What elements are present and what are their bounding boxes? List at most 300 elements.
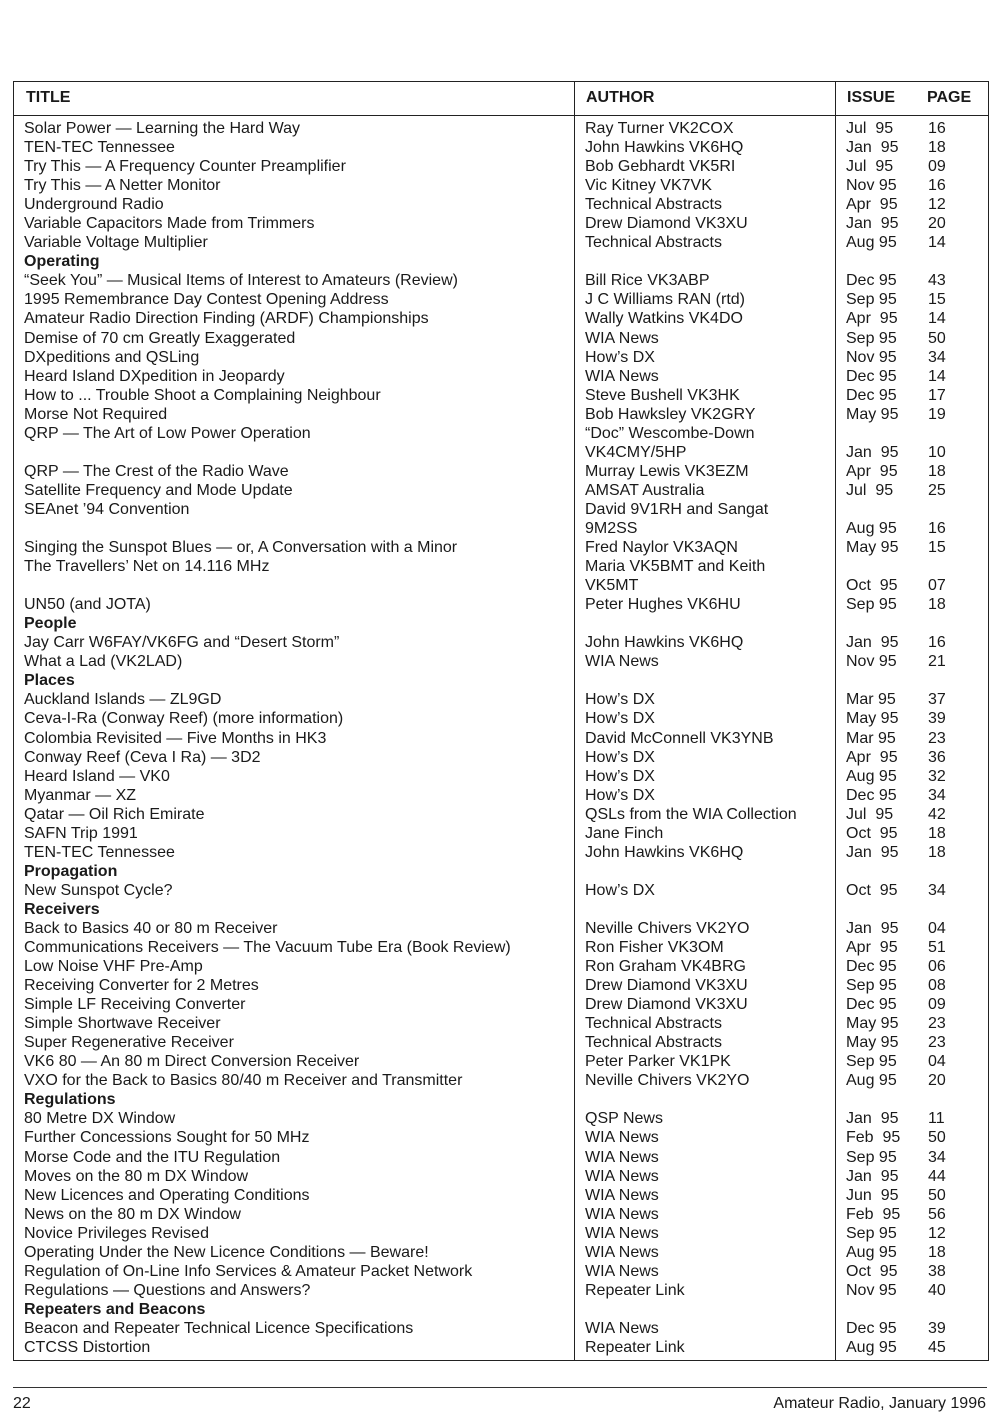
title-cell: 80 Metre DX Window bbox=[24, 1110, 176, 1128]
author-cell: Fred Naylor VK3AQN bbox=[585, 539, 738, 557]
title-cell: Conway Reef (Ceva I Ra) — 3D2 bbox=[24, 748, 261, 766]
author-cell: WIA News bbox=[585, 1167, 659, 1185]
title-cell: UN50 (and JOTA) bbox=[24, 596, 151, 614]
table-row bbox=[14, 481, 988, 500]
title-cell: Receiving Converter for 2 Metres bbox=[24, 977, 259, 995]
issue-cell: Apr 95 bbox=[846, 939, 898, 957]
table-row bbox=[14, 957, 988, 976]
author-cell: John Hawkins VK6HQ bbox=[585, 139, 744, 157]
section-heading bbox=[14, 1300, 988, 1319]
issue-cell: Jan 95 bbox=[846, 443, 899, 461]
author-cell: WIA News bbox=[585, 1224, 659, 1242]
author-cell: J C Williams RAN (rtd) bbox=[585, 291, 745, 309]
author-cell: WIA News bbox=[585, 653, 659, 671]
issue-cell: Dec 95 bbox=[846, 272, 897, 290]
author-cell: David 9V1RH and Sangat bbox=[585, 500, 769, 518]
author-cell: Peter Hughes VK6HU bbox=[585, 596, 741, 614]
table-row bbox=[14, 424, 988, 443]
page-cell: 43 bbox=[928, 272, 946, 290]
title-cell: Heard Island DXpedition in Jeopardy bbox=[24, 367, 285, 385]
table-row bbox=[14, 329, 988, 348]
footer-rule bbox=[13, 1387, 987, 1388]
title-cell: 1995 Remembrance Day Contest Opening Address bbox=[24, 291, 389, 309]
table-row bbox=[14, 748, 988, 767]
page-cell: 18 bbox=[928, 139, 946, 157]
issue-cell: Oct 95 bbox=[846, 1262, 898, 1280]
issue-cell: Dec 95 bbox=[846, 386, 897, 404]
issue-cell: Sep 95 bbox=[846, 1148, 897, 1166]
table-row bbox=[14, 462, 988, 481]
section-heading bbox=[14, 614, 988, 633]
page-cell: 04 bbox=[928, 919, 946, 937]
title-cell: Morse Code and the ITU Regulation bbox=[24, 1148, 281, 1166]
page-cell: 09 bbox=[928, 996, 946, 1014]
author-cell: How’s DX bbox=[585, 748, 655, 766]
issue-cell: Aug 95 bbox=[846, 234, 897, 252]
author-cell: Maria VK5BMT and Keith bbox=[585, 558, 766, 576]
author-cell: 9M2SS bbox=[585, 519, 638, 537]
title-cell: Demise of 70 cm Greatly Exaggerated bbox=[24, 329, 296, 347]
header-page: PAGE bbox=[927, 89, 972, 106]
page-cell: 10 bbox=[928, 443, 946, 461]
page-cell: 19 bbox=[928, 405, 946, 423]
title-cell: Myanmar — XZ bbox=[24, 786, 137, 804]
title-cell: Auckland Islands — ZL9GD bbox=[24, 691, 222, 709]
title-cell: Try This — A Frequency Counter Preamplifier bbox=[24, 158, 346, 176]
title-cell: Novice Privileges Revised bbox=[24, 1224, 209, 1242]
title-cell: Operating bbox=[24, 253, 100, 271]
page-cell: 36 bbox=[928, 748, 946, 766]
page-cell: 34 bbox=[928, 1148, 946, 1166]
table-row bbox=[14, 1243, 988, 1262]
page-cell: 18 bbox=[928, 1243, 946, 1261]
issue-cell: May 95 bbox=[846, 1015, 899, 1033]
title-cell: Try This — A Netter Monitor bbox=[24, 177, 221, 195]
title-cell: Operating Under the New Licence Conditions — Beware! bbox=[24, 1243, 429, 1261]
table-row bbox=[14, 995, 988, 1014]
author-cell: How’s DX bbox=[585, 786, 655, 804]
table-row bbox=[14, 271, 988, 290]
issue-cell: Dec 95 bbox=[846, 1319, 897, 1337]
author-cell: Steve Bushell VK3HK bbox=[585, 386, 740, 404]
issue-cell: Feb 95 bbox=[846, 1205, 901, 1223]
page-cell: 12 bbox=[928, 1224, 946, 1242]
table-body bbox=[14, 119, 988, 1357]
table-row bbox=[14, 348, 988, 367]
author-cell: WIA News bbox=[585, 1262, 659, 1280]
page-cell: 18 bbox=[928, 462, 946, 480]
issue-cell: May 95 bbox=[846, 1034, 899, 1052]
title-cell: Receivers bbox=[24, 900, 100, 918]
issue-cell: Nov 95 bbox=[846, 1281, 897, 1299]
page-cell: 16 bbox=[928, 519, 946, 537]
issue-cell: Jun 95 bbox=[846, 1186, 899, 1204]
title-cell: How to ... Trouble Shoot a Complaining Neighbour bbox=[24, 386, 381, 404]
issue-cell: Mar 95 bbox=[846, 729, 896, 747]
title-cell: “Seek You” — Musical Items of Interest to Amateurs (Review) bbox=[24, 272, 458, 290]
author-cell: How’s DX bbox=[585, 881, 655, 899]
issue-cell: Jul 95 bbox=[846, 120, 894, 137]
author-cell: Bob Hawksley VK2GRY bbox=[585, 405, 756, 423]
issue-cell: Sep 95 bbox=[846, 1224, 897, 1242]
author-cell: WIA News bbox=[585, 1186, 659, 1204]
title-cell: People bbox=[24, 615, 77, 633]
issue-cell: Oct 95 bbox=[846, 824, 898, 842]
issue-cell: Aug 95 bbox=[846, 1243, 897, 1261]
issue-cell: Dec 95 bbox=[846, 367, 897, 385]
issue-cell: Nov 95 bbox=[846, 348, 897, 366]
issue-cell: Oct 95 bbox=[846, 881, 898, 899]
issue-cell: Feb 95 bbox=[846, 1129, 901, 1147]
title-cell: Variable Voltage Multiplier bbox=[24, 234, 208, 252]
title-cell: Simple LF Receiving Converter bbox=[24, 996, 246, 1014]
author-cell: Repeater Link bbox=[585, 1281, 685, 1299]
title-cell: Repeaters and Beacons bbox=[24, 1300, 206, 1318]
section-heading bbox=[14, 1090, 988, 1109]
title-cell: TEN-TEC Tennessee bbox=[24, 843, 175, 861]
page-cell: 23 bbox=[928, 1034, 946, 1052]
title-cell: Moves on the 80 m DX Window bbox=[24, 1167, 249, 1185]
issue-cell: Aug 95 bbox=[846, 1072, 897, 1090]
title-cell: SAFN Trip 1991 bbox=[24, 824, 138, 842]
page-cell: 25 bbox=[928, 481, 946, 499]
issue-cell: Aug 95 bbox=[846, 1339, 897, 1356]
page-cell: 21 bbox=[928, 653, 946, 671]
table-row bbox=[14, 938, 988, 957]
table-row bbox=[14, 443, 988, 462]
title-cell: Solar Power — Learning the Hard Way bbox=[24, 120, 300, 137]
issue-cell: Jul 95 bbox=[846, 481, 894, 499]
table-row bbox=[14, 1319, 988, 1338]
issue-cell: Apr 95 bbox=[846, 748, 898, 766]
issue-cell: May 95 bbox=[846, 710, 899, 728]
table-row bbox=[14, 157, 988, 176]
author-cell: Technical Abstracts bbox=[585, 234, 722, 252]
page-cell: 23 bbox=[928, 729, 946, 747]
author-cell: WIA News bbox=[585, 1319, 659, 1337]
header-author: AUTHOR bbox=[586, 89, 655, 106]
section-heading bbox=[14, 862, 988, 881]
author-cell: VK5MT bbox=[585, 577, 639, 595]
title-cell: What a Lad (VK2LAD) bbox=[24, 653, 183, 671]
author-cell: WIA News bbox=[585, 1205, 659, 1223]
issue-cell: Apr 95 bbox=[846, 310, 898, 328]
page-cell: 15 bbox=[928, 539, 946, 557]
issue-cell: Dec 95 bbox=[846, 786, 897, 804]
table-row bbox=[14, 1052, 988, 1071]
table-row bbox=[14, 576, 988, 595]
page-cell: 34 bbox=[928, 786, 946, 804]
author-cell: How’s DX bbox=[585, 691, 655, 709]
table-row bbox=[14, 767, 988, 786]
author-cell: Wally Watkins VK4DO bbox=[585, 310, 743, 328]
table-row bbox=[14, 690, 988, 709]
author-cell: WIA News bbox=[585, 367, 659, 385]
page-cell: 34 bbox=[928, 348, 946, 366]
table-row bbox=[14, 1224, 988, 1243]
table-row bbox=[14, 290, 988, 309]
issue-cell: Jul 95 bbox=[846, 158, 894, 176]
page-cell: 56 bbox=[928, 1205, 946, 1223]
title-cell: Low Noise VHF Pre-Amp bbox=[24, 958, 203, 976]
title-cell: Variable Capacitors Made from Trimmers bbox=[24, 215, 315, 233]
table-row bbox=[14, 843, 988, 862]
table-row bbox=[14, 786, 988, 805]
author-cell: VK4CMY/5HP bbox=[585, 443, 687, 461]
table-row bbox=[14, 652, 988, 671]
page-cell: 18 bbox=[928, 824, 946, 842]
issue-cell: Sep 95 bbox=[846, 329, 897, 347]
table-row bbox=[14, 1262, 988, 1281]
page-cell: 50 bbox=[928, 329, 946, 347]
table-row bbox=[14, 195, 988, 214]
author-cell: Ron Graham VK4BRG bbox=[585, 958, 746, 976]
title-cell: Ceva-I-Ra (Conway Reef) (more information) bbox=[24, 710, 344, 728]
author-cell: Technical Abstracts bbox=[585, 1034, 722, 1052]
page-cell: 51 bbox=[928, 939, 946, 957]
issue-cell: Aug 95 bbox=[846, 519, 897, 537]
title-cell: New Sunspot Cycle? bbox=[24, 881, 173, 899]
author-cell: WIA News bbox=[585, 1148, 659, 1166]
publication-line: Amateur Radio, January 1996 bbox=[773, 1395, 986, 1412]
author-cell: Bill Rice VK3ABP bbox=[585, 272, 710, 290]
page-cell: 17 bbox=[928, 386, 946, 404]
page-cell: 08 bbox=[928, 977, 946, 995]
issue-cell: Jul 95 bbox=[846, 805, 894, 823]
issue-cell: Mar 95 bbox=[846, 691, 896, 709]
author-cell: How’s DX bbox=[585, 767, 655, 785]
issue-cell: Nov 95 bbox=[846, 177, 897, 195]
table-row bbox=[14, 1148, 988, 1167]
author-cell: Peter Parker VK1PK bbox=[585, 1053, 731, 1071]
author-cell: Neville Chivers VK2YO bbox=[585, 1072, 750, 1090]
table-row bbox=[14, 309, 988, 328]
table-row bbox=[14, 595, 988, 614]
issue-cell: May 95 bbox=[846, 539, 899, 557]
title-cell: Heard Island — VK0 bbox=[24, 767, 170, 785]
title-cell: Morse Not Required bbox=[24, 405, 168, 423]
table-row bbox=[14, 214, 988, 233]
author-cell: How’s DX bbox=[585, 710, 655, 728]
author-cell: Drew Diamond VK3XU bbox=[585, 996, 748, 1014]
author-cell: Drew Diamond VK3XU bbox=[585, 977, 748, 995]
page-cell: 42 bbox=[928, 805, 946, 823]
title-cell: SEAnet ’94 Convention bbox=[24, 500, 190, 518]
page-cell: 16 bbox=[928, 177, 946, 195]
page-cell: 15 bbox=[928, 291, 946, 309]
author-cell: “Doc” Wescombe-Down bbox=[585, 424, 755, 442]
page-cell: 04 bbox=[928, 1053, 946, 1071]
table-row bbox=[14, 805, 988, 824]
table-row bbox=[14, 1014, 988, 1033]
title-cell: Communications Receivers — The Vacuum Tube Era (Book Review) bbox=[24, 939, 511, 957]
page-number: 22 bbox=[13, 1395, 31, 1412]
author-cell: QSP News bbox=[585, 1110, 663, 1128]
table-row bbox=[14, 1071, 988, 1090]
author-cell: Jane Finch bbox=[585, 824, 664, 842]
table-row bbox=[14, 709, 988, 728]
title-cell: Colombia Revisited — Five Months in HK3 bbox=[24, 729, 327, 747]
table-row bbox=[14, 1281, 988, 1300]
author-cell: Ron Fisher VK3OM bbox=[585, 939, 724, 957]
issue-cell: Jan 95 bbox=[846, 1167, 899, 1185]
table-row bbox=[14, 729, 988, 748]
title-cell: New Licences and Operating Conditions bbox=[24, 1186, 310, 1204]
table-row bbox=[14, 976, 988, 995]
title-cell: CTCSS Distortion bbox=[24, 1339, 151, 1356]
title-cell: Singing the Sunspot Blues — or, A Conversation with a Minor bbox=[24, 539, 458, 557]
page-cell: 50 bbox=[928, 1186, 946, 1204]
table-row bbox=[14, 1338, 988, 1357]
table-row bbox=[14, 919, 988, 938]
page-cell: 44 bbox=[928, 1167, 946, 1185]
title-cell: News on the 80 m DX Window bbox=[24, 1205, 241, 1223]
page-cell: 14 bbox=[928, 367, 946, 385]
section-heading bbox=[14, 900, 988, 919]
table-row bbox=[14, 519, 988, 538]
table-row bbox=[14, 557, 988, 576]
table-row bbox=[14, 386, 988, 405]
author-cell: Vic Kitney VK7VK bbox=[585, 177, 712, 195]
author-cell: Ray Turner VK2COX bbox=[585, 120, 734, 137]
page-cell: 20 bbox=[928, 1072, 946, 1090]
index-table bbox=[13, 81, 989, 1361]
author-cell: Murray Lewis VK3EZM bbox=[585, 462, 749, 480]
issue-cell: Sep 95 bbox=[846, 291, 897, 309]
title-cell: Further Concessions Sought for 50 MHz bbox=[24, 1129, 310, 1147]
title-cell: Amateur Radio Direction Finding (ARDF) Championships bbox=[24, 310, 429, 328]
page-cell: 20 bbox=[928, 215, 946, 233]
issue-cell: Sep 95 bbox=[846, 1053, 897, 1071]
title-cell: Places bbox=[24, 672, 75, 690]
title-cell: Back to Basics 40 or 80 m Receiver bbox=[24, 919, 278, 937]
page-cell: 18 bbox=[928, 843, 946, 861]
title-cell: QRP — The Crest of the Radio Wave bbox=[24, 462, 289, 480]
title-cell: Regulation of On-Line Info Services & Amateur Packet Network bbox=[24, 1262, 473, 1280]
author-cell: Technical Abstracts bbox=[585, 1015, 722, 1033]
issue-cell: Dec 95 bbox=[846, 958, 897, 976]
table-row bbox=[14, 1205, 988, 1224]
table-row bbox=[14, 1128, 988, 1147]
issue-cell: Jan 95 bbox=[846, 919, 899, 937]
table-row bbox=[14, 138, 988, 157]
title-cell: VK6 80 — An 80 m Direct Conversion Receiver bbox=[24, 1053, 360, 1071]
page-cell: 07 bbox=[928, 577, 946, 595]
table-row bbox=[14, 119, 988, 138]
issue-cell: Jan 95 bbox=[846, 139, 899, 157]
table-row bbox=[14, 500, 988, 519]
table-row bbox=[14, 405, 988, 424]
page-cell: 39 bbox=[928, 710, 946, 728]
issue-cell: Aug 95 bbox=[846, 767, 897, 785]
author-cell: WIA News bbox=[585, 1129, 659, 1147]
author-cell: Neville Chivers VK2YO bbox=[585, 919, 750, 937]
issue-cell: Dec 95 bbox=[846, 996, 897, 1014]
title-cell: Beacon and Repeater Technical Licence Specifications bbox=[24, 1319, 414, 1337]
header-issue: ISSUE bbox=[847, 89, 896, 106]
table-header bbox=[14, 82, 988, 116]
author-cell: WIA News bbox=[585, 1243, 659, 1261]
author-cell: Repeater Link bbox=[585, 1339, 685, 1356]
page-cell: 40 bbox=[928, 1281, 946, 1299]
page-cell: 09 bbox=[928, 158, 946, 176]
title-cell: Regulations bbox=[24, 1091, 116, 1109]
page-cell: 16 bbox=[928, 634, 946, 652]
issue-cell: Nov 95 bbox=[846, 653, 897, 671]
page-cell: 23 bbox=[928, 1015, 946, 1033]
table-row bbox=[14, 367, 988, 386]
author-cell: Drew Diamond VK3XU bbox=[585, 215, 748, 233]
title-cell: Underground Radio bbox=[24, 196, 164, 214]
title-cell: DXpeditions and QSLing bbox=[24, 348, 200, 366]
author-cell: Technical Abstracts bbox=[585, 196, 722, 214]
page-cell: 32 bbox=[928, 767, 946, 785]
table-row bbox=[14, 633, 988, 652]
page-cell: 11 bbox=[928, 1110, 945, 1128]
table-row bbox=[14, 176, 988, 195]
page-cell: 14 bbox=[928, 310, 946, 328]
page-cell: 06 bbox=[928, 958, 946, 976]
page-cell: 37 bbox=[928, 691, 946, 709]
page-cell: 18 bbox=[928, 596, 946, 614]
header-title: TITLE bbox=[26, 89, 71, 106]
table-row bbox=[14, 1167, 988, 1186]
author-cell: How’s DX bbox=[585, 348, 655, 366]
title-cell: Jay Carr W6FAY/VK6FG and “Desert Storm” bbox=[24, 634, 340, 652]
page-cell: 50 bbox=[928, 1129, 946, 1147]
page-cell: 34 bbox=[928, 881, 946, 899]
issue-cell: Jan 95 bbox=[846, 1110, 899, 1128]
author-cell: QSLs from the WIA Collection bbox=[585, 805, 797, 823]
title-cell: Super Regenerative Receiver bbox=[24, 1034, 234, 1052]
author-cell: Bob Gebhardt VK5RI bbox=[585, 158, 736, 176]
title-cell: VXO for the Back to Basics 80/40 m Receiver and Transmitter bbox=[24, 1072, 463, 1090]
title-cell: QRP — The Art of Low Power Operation bbox=[24, 424, 311, 442]
title-cell: Simple Shortwave Receiver bbox=[24, 1015, 221, 1033]
title-cell: Regulations — Questions and Answers? bbox=[24, 1281, 311, 1299]
table-row bbox=[14, 1109, 988, 1128]
page-cell: 14 bbox=[928, 234, 946, 252]
table-row bbox=[14, 824, 988, 843]
issue-cell: Oct 95 bbox=[846, 577, 898, 595]
issue-cell: Apr 95 bbox=[846, 462, 898, 480]
issue-cell: Jan 95 bbox=[846, 843, 899, 861]
title-cell: Satellite Frequency and Mode Update bbox=[24, 481, 293, 499]
title-cell: TEN-TEC Tennessee bbox=[24, 139, 175, 157]
table-row bbox=[14, 881, 988, 900]
title-cell: Propagation bbox=[24, 862, 118, 880]
issue-cell: Sep 95 bbox=[846, 977, 897, 995]
title-cell: The Travellers’ Net on 14.116 MHz bbox=[24, 558, 270, 576]
section-heading bbox=[14, 671, 988, 690]
issue-cell: Apr 95 bbox=[846, 196, 898, 214]
author-cell: WIA News bbox=[585, 329, 659, 347]
author-cell: David McConnell VK3YNB bbox=[585, 729, 774, 747]
issue-cell: May 95 bbox=[846, 405, 899, 423]
author-cell: AMSAT Australia bbox=[585, 481, 705, 499]
page-cell: 45 bbox=[928, 1339, 946, 1356]
section-heading bbox=[14, 252, 988, 271]
issue-cell: Sep 95 bbox=[846, 596, 897, 614]
page-cell: 12 bbox=[928, 196, 946, 214]
page-cell: 38 bbox=[928, 1262, 946, 1280]
table-row bbox=[14, 233, 988, 252]
issue-cell: Jan 95 bbox=[846, 215, 899, 233]
author-cell: John Hawkins VK6HQ bbox=[585, 634, 744, 652]
table-row bbox=[14, 1186, 988, 1205]
page-cell: 16 bbox=[928, 120, 946, 137]
author-cell: John Hawkins VK6HQ bbox=[585, 843, 744, 861]
